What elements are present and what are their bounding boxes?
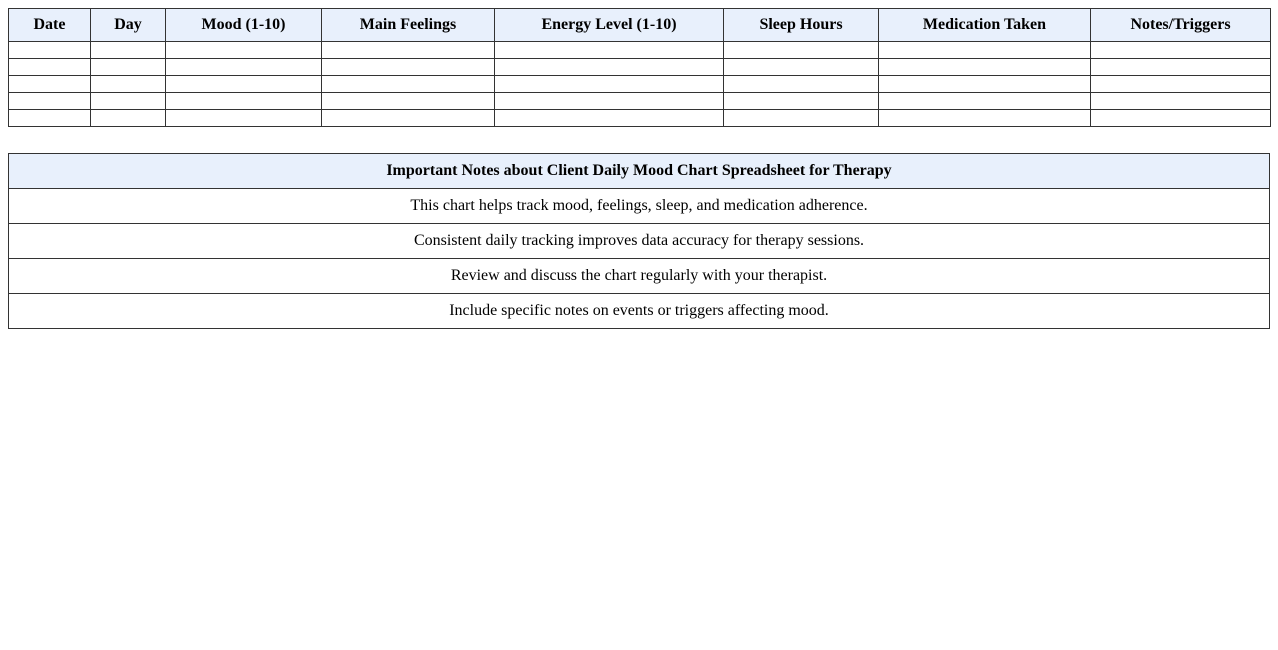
table-row bbox=[9, 93, 1271, 110]
table-header-row bbox=[9, 9, 1271, 42]
table-cell[interactable] bbox=[879, 42, 1091, 59]
table-cell[interactable] bbox=[724, 93, 879, 110]
list-item bbox=[9, 259, 1270, 294]
column-header-main-feelings: Main Feelings bbox=[322, 9, 495, 42]
column-header-mood: Mood (1-10) bbox=[166, 9, 322, 42]
table-cell[interactable] bbox=[1091, 110, 1271, 127]
table-cell[interactable] bbox=[879, 59, 1091, 76]
table-cell[interactable] bbox=[1091, 59, 1271, 76]
table-cell[interactable] bbox=[166, 110, 322, 127]
table-cell[interactable] bbox=[322, 42, 495, 59]
table-cell[interactable] bbox=[9, 93, 91, 110]
note-text: Consistent daily tracking improves data accuracy for therapy sessions. bbox=[9, 224, 1270, 259]
table-cell[interactable] bbox=[879, 110, 1091, 127]
table-cell[interactable] bbox=[495, 42, 724, 59]
list-item bbox=[9, 224, 1270, 259]
column-header-energy-level: Energy Level (1-10) bbox=[495, 9, 724, 42]
table-cell[interactable] bbox=[724, 42, 879, 59]
table-cell[interactable] bbox=[724, 59, 879, 76]
table-cell[interactable] bbox=[9, 59, 91, 76]
table-cell[interactable] bbox=[322, 59, 495, 76]
table-cell[interactable] bbox=[91, 93, 166, 110]
important-notes-table bbox=[8, 153, 1270, 329]
table-cell[interactable] bbox=[495, 76, 724, 93]
table-cell[interactable] bbox=[166, 42, 322, 59]
table-cell[interactable] bbox=[724, 110, 879, 127]
mood-tracker-table bbox=[8, 8, 1271, 127]
table-cell[interactable] bbox=[166, 93, 322, 110]
table-row bbox=[9, 42, 1271, 59]
table-cell[interactable] bbox=[322, 110, 495, 127]
note-text: This chart helps track mood, feelings, sleep, and medication adherence. bbox=[9, 189, 1270, 224]
note-text: Include specific notes on events or triggers affecting mood. bbox=[9, 294, 1270, 329]
table-cell[interactable] bbox=[91, 59, 166, 76]
notes-header-row bbox=[9, 154, 1270, 189]
notes-title: Important Notes about Client Daily Mood Chart Spreadsheet for Therapy bbox=[9, 154, 1270, 189]
column-header-day: Day bbox=[91, 9, 166, 42]
table-cell[interactable] bbox=[9, 42, 91, 59]
table-cell[interactable] bbox=[91, 42, 166, 59]
table-cell[interactable] bbox=[9, 76, 91, 93]
column-header-date: Date bbox=[9, 9, 91, 42]
table-cell[interactable] bbox=[724, 76, 879, 93]
table-cell[interactable] bbox=[879, 93, 1091, 110]
table-row bbox=[9, 59, 1271, 76]
column-header-medication-taken: Medication Taken bbox=[879, 9, 1091, 42]
table-cell[interactable] bbox=[495, 110, 724, 127]
column-header-notes-triggers: Notes/Triggers bbox=[1091, 9, 1271, 42]
table-cell[interactable] bbox=[879, 76, 1091, 93]
table-cell[interactable] bbox=[322, 76, 495, 93]
table-cell[interactable] bbox=[495, 59, 724, 76]
table-cell[interactable] bbox=[166, 59, 322, 76]
table-cell[interactable] bbox=[91, 110, 166, 127]
table-cell[interactable] bbox=[166, 76, 322, 93]
table-row bbox=[9, 76, 1271, 93]
table-cell[interactable] bbox=[495, 93, 724, 110]
table-cell[interactable] bbox=[91, 76, 166, 93]
list-item bbox=[9, 294, 1270, 329]
table-cell[interactable] bbox=[1091, 76, 1271, 93]
column-header-sleep-hours: Sleep Hours bbox=[724, 9, 879, 42]
table-cell[interactable] bbox=[1091, 42, 1271, 59]
table-row bbox=[9, 110, 1271, 127]
table-cell[interactable] bbox=[322, 93, 495, 110]
list-item bbox=[9, 189, 1270, 224]
table-cell[interactable] bbox=[1091, 93, 1271, 110]
note-text: Review and discuss the chart regularly with your therapist. bbox=[9, 259, 1270, 294]
table-cell[interactable] bbox=[9, 110, 91, 127]
